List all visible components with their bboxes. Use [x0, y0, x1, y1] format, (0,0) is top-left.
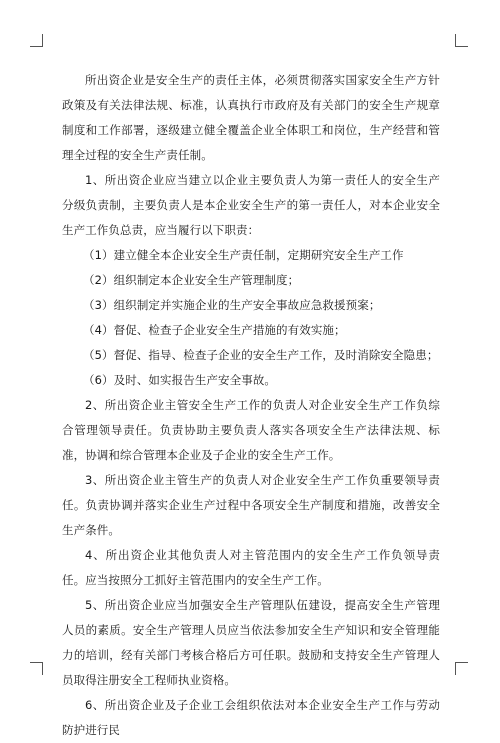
paragraph-4: 4、所出资企业其他负责人对主管范围内的安全生产工作负领导责任。应当按照分工抓好主管范围内的安全生产工作。: [62, 548, 440, 587]
paragraph-6: 6、所出资企业及子企业工会组织依法对本企业安全生产工作与劳动防护进行民: [62, 698, 440, 737]
duty-item-2: （2）组织制定本企业安全生产管理制度；: [83, 273, 300, 287]
crop-mark-bottom-left: [30, 662, 43, 675]
document-body: [62, 68, 440, 743]
paragraph-5: 5、所出资企业应当加强安全生产管理队伍建设，提高安全生产管理人员的素质。安全生产管理人员应当依法参加安全生产知识和安全管理能力的培训，经有关部门考核合格后方可任职。鼓励和支持安全生产管理人员取得注册安全工程师执业资格。: [62, 598, 440, 687]
crop-mark-top-right: [455, 34, 468, 47]
duty-item-3: （3）组织制定并实施企业的生产安全事故应急救援预案；: [83, 298, 381, 312]
duty-item-4: （4）督促、检查子企业安全生产措施的有效实施；: [83, 323, 346, 337]
crop-mark-top-left: [30, 34, 43, 47]
paragraph-1: 1、所出资企业应当建立以企业主要负责人为第一责任人的安全生产分级负责制，主要负责人是本企业安全生产的第一责任人，对本企业安全生产工作负总责，应当履行以下职责：: [62, 173, 440, 237]
paragraph-3: 3、所出资企业主管生产的负责人对企业安全生产工作负重要领导责任。负责协调并落实企业生产过程中各项安全生产制度和措施，改善安全生产条件。: [62, 473, 440, 537]
duty-item-1: （1）建立健全本企业安全生产责任制，定期研究安全生产工作: [83, 248, 404, 262]
intro-paragraph: 所出资企业是安全生产的责任主体，必须贯彻落实国家安全生产方针政策及有关法律法规、标准，认真执行市政府及有关部门的安全生产规章制度和工作部署，逐级建立健全覆盖企业全体职工和岗位，生产经营和管理全过程的安全生产责任制。: [62, 73, 440, 162]
duty-item-6: （6）及时、如实报告生产安全事故。: [83, 373, 277, 387]
duty-item-5: （5）督促、指导、检查子企业的安全生产工作，及时消除安全隐患；: [83, 348, 439, 362]
paragraph-2: 2、所出资企业主管安全生产工作的负责人对企业安全生产工作负综合管理领导责任。负责协助主要负责人落实各项安全生产法律法规、标准，协调和综合管理本企业及子企业的安全生产工作。: [62, 398, 440, 462]
crop-mark-bottom-right: [455, 662, 468, 675]
